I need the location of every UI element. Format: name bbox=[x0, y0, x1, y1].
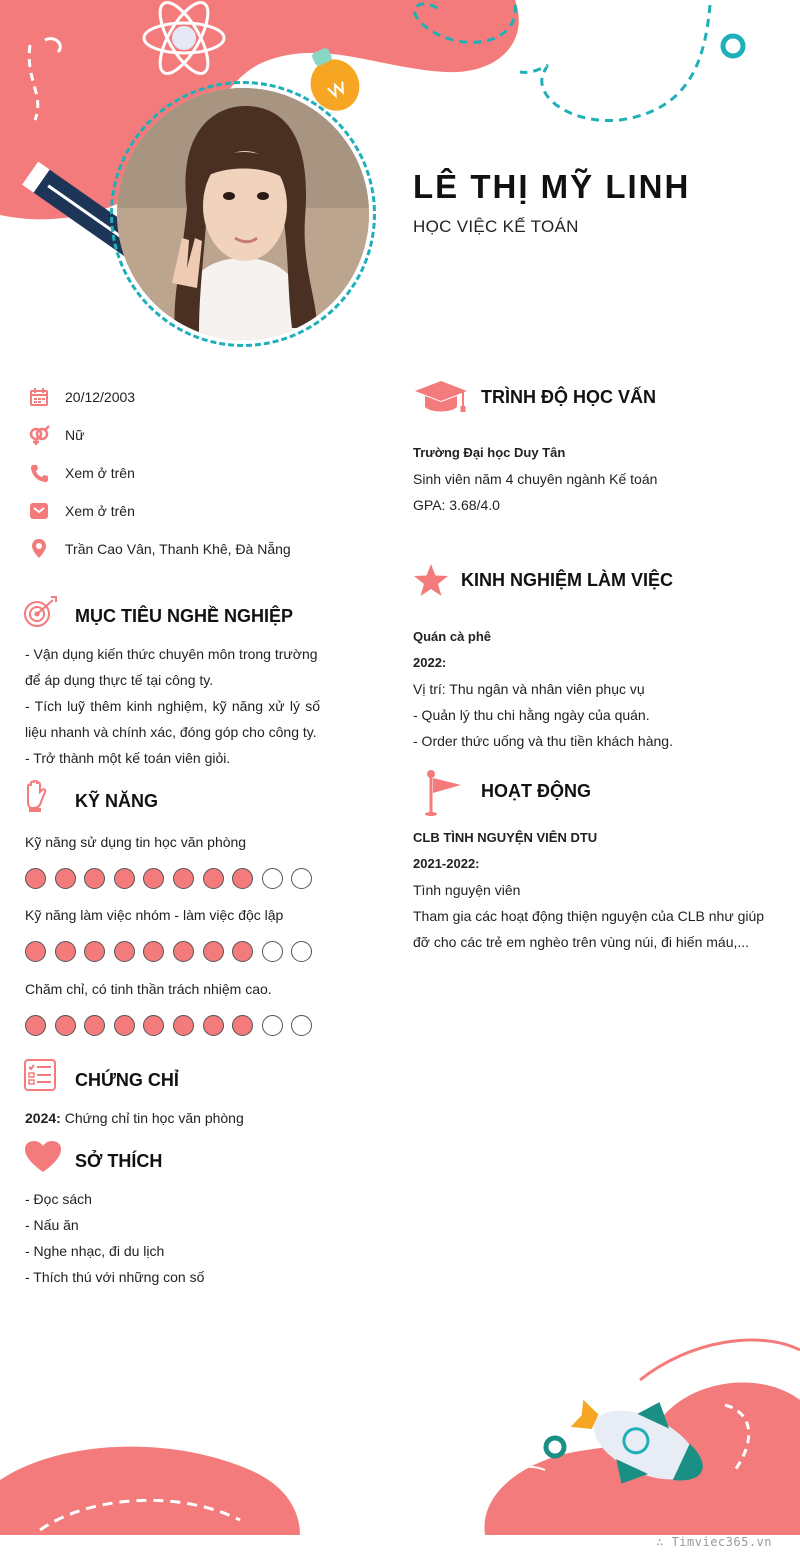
rating-dot-empty bbox=[262, 941, 283, 962]
rating-dot-filled bbox=[84, 941, 105, 962]
calendar-icon bbox=[28, 386, 50, 408]
experience-details bbox=[413, 624, 673, 754]
contact-address bbox=[28, 536, 291, 562]
experience-line: - Quản lý thu chi hằng ngày của quán. bbox=[413, 707, 650, 723]
phone-icon bbox=[28, 462, 50, 484]
skill-label: Chăm chỉ, có tinh thần trách nhiệm cao. bbox=[25, 981, 272, 997]
experience-period: 2022: bbox=[413, 655, 447, 670]
rating-dot-filled bbox=[114, 1015, 135, 1036]
rating-dot-filled bbox=[232, 941, 253, 962]
rating-dot-empty bbox=[262, 1015, 283, 1036]
location-pin-icon bbox=[28, 538, 50, 560]
education-line: Sinh viên năm 4 chuyên ngành Kế toán bbox=[413, 471, 658, 487]
flag-icon bbox=[423, 770, 463, 816]
rating-dot-filled bbox=[25, 868, 46, 889]
rating-dot-filled bbox=[114, 941, 135, 962]
rating-dot-empty bbox=[291, 941, 312, 962]
graduation-cap-icon bbox=[413, 380, 469, 414]
objective-line: để áp dụng thực tế tại công ty. bbox=[25, 672, 214, 688]
section-education-title: TRÌNH ĐỘ HỌC VẤN bbox=[481, 387, 656, 407]
objective-line: - Vận dụng kiến thức chuyên môn trong trường bbox=[25, 646, 318, 662]
rating-dot-filled bbox=[143, 1015, 164, 1036]
rating-dot-filled bbox=[203, 1015, 224, 1036]
rating-dot-filled bbox=[84, 868, 105, 889]
certificate-year: 2024: bbox=[25, 1110, 61, 1126]
education-details bbox=[413, 440, 657, 518]
rating-dot-filled bbox=[232, 1015, 253, 1036]
objective-line: - Tích luỹ thêm kinh nghiệm, kỹ năng xử lý số bbox=[25, 698, 320, 714]
contact-address-text: Trần Cao Vân, Thanh Khê, Đà Nẵng bbox=[65, 541, 291, 557]
job-title: HỌC VIỆC KẾ TOÁN bbox=[413, 217, 579, 236]
section-certificates-title: CHỨNG CHỈ bbox=[75, 1070, 179, 1090]
rating-dot-filled bbox=[55, 1015, 76, 1036]
activity-line: Tình nguyện viên bbox=[413, 882, 521, 898]
activity-period: 2021-2022: bbox=[413, 856, 480, 871]
heart-icon bbox=[24, 1140, 62, 1174]
contact-birthdate-text: 20/12/2003 bbox=[65, 389, 136, 405]
rating-dot-filled bbox=[173, 941, 194, 962]
star-icon bbox=[413, 563, 449, 597]
rating-dot-empty bbox=[291, 1015, 312, 1036]
target-icon bbox=[23, 596, 59, 630]
section-skills-title: KỸ NĂNG bbox=[75, 791, 159, 811]
activity-org: CLB TÌNH NGUYỆN VIÊN DTU bbox=[413, 830, 598, 845]
contact-birthdate bbox=[28, 384, 135, 410]
experience-company: Quán cà phê bbox=[413, 629, 492, 644]
watermark: ∴ Timviec365.vn bbox=[656, 1535, 772, 1549]
rating-dot-filled bbox=[143, 941, 164, 962]
skill-label: Kỹ năng làm việc nhóm - làm việc độc lập bbox=[25, 907, 284, 923]
certificate-text: Chứng chỉ tin học văn phòng bbox=[60, 1110, 244, 1126]
activities-details bbox=[413, 825, 764, 955]
rating-dot-filled bbox=[173, 1015, 194, 1036]
rating-dot-filled bbox=[84, 1015, 105, 1036]
footer-decoration bbox=[0, 1320, 800, 1557]
gender-icon bbox=[28, 424, 50, 446]
rating-dot-filled bbox=[232, 868, 253, 889]
education-line: GPA: 3.68/4.0 bbox=[413, 497, 500, 513]
objective-text bbox=[25, 641, 320, 771]
candidate-name: LÊ THỊ MỸ LINH bbox=[413, 168, 691, 205]
rating-dot-filled bbox=[143, 868, 164, 889]
rating-dot-filled bbox=[55, 868, 76, 889]
avatar bbox=[117, 88, 369, 340]
skill-rating bbox=[25, 941, 312, 962]
experience-line: - Order thức uống và thu tiền khách hàng. bbox=[413, 733, 673, 749]
rating-dot-empty bbox=[291, 868, 312, 889]
section-experience-title: KINH NGHIỆM LÀM VIỆC bbox=[461, 570, 674, 590]
contact-phone-text: Xem ở trên bbox=[65, 465, 135, 481]
contact-email-text: Xem ở trên bbox=[65, 503, 135, 519]
contact-gender-text: Nữ bbox=[65, 427, 85, 443]
contact-phone bbox=[28, 460, 135, 486]
certificate-item bbox=[25, 1105, 244, 1131]
section-activities-title: HOẠT ĐỘNG bbox=[481, 781, 591, 801]
experience-line: Vị trí: Thu ngân và nhân viên phục vụ bbox=[413, 681, 645, 697]
section-hobbies-title: SỞ THÍCH bbox=[75, 1151, 163, 1171]
rating-dot-filled bbox=[25, 941, 46, 962]
rating-dot-filled bbox=[173, 868, 194, 889]
education-school: Trường Đại học Duy Tân bbox=[413, 445, 566, 460]
avatar-photo bbox=[117, 88, 369, 340]
hobby-item: - Thích thú với những con số bbox=[25, 1269, 205, 1285]
activity-line: Tham gia các hoạt động thiện nguyện của CLB như giúp bbox=[413, 908, 765, 924]
rating-dot-filled bbox=[55, 941, 76, 962]
hand-icon bbox=[23, 780, 49, 812]
hobby-item: - Nấu ăn bbox=[25, 1217, 79, 1233]
rating-dot-filled bbox=[203, 941, 224, 962]
checklist-icon bbox=[24, 1059, 56, 1091]
contact-email bbox=[28, 498, 135, 524]
skill-rating bbox=[25, 868, 312, 889]
hobby-item: - Đọc sách bbox=[25, 1191, 92, 1207]
contact-gender bbox=[28, 422, 84, 448]
email-icon bbox=[28, 500, 50, 522]
rating-dot-filled bbox=[114, 868, 135, 889]
section-objective-title: MỤC TIÊU NGHỀ NGHIỆP bbox=[75, 606, 294, 626]
skill-label: Kỹ năng sử dụng tin học văn phòng bbox=[25, 834, 247, 850]
rating-dot-empty bbox=[262, 868, 283, 889]
rating-dot-filled bbox=[25, 1015, 46, 1036]
hobby-item: - Nghe nhạc, đi du lịch bbox=[25, 1243, 165, 1259]
objective-line: - Trở thành một kế toán viên giỏi. bbox=[25, 750, 231, 766]
objective-line: liệu nhanh và chính xác, đóng góp cho công ty. bbox=[25, 724, 317, 740]
rating-dot-filled bbox=[203, 868, 224, 889]
activity-line: đỡ cho các trẻ em nghèo trên vùng núi, đi hiến máu,... bbox=[413, 934, 750, 950]
hobbies-list bbox=[25, 1186, 204, 1290]
skill-rating bbox=[25, 1015, 312, 1036]
